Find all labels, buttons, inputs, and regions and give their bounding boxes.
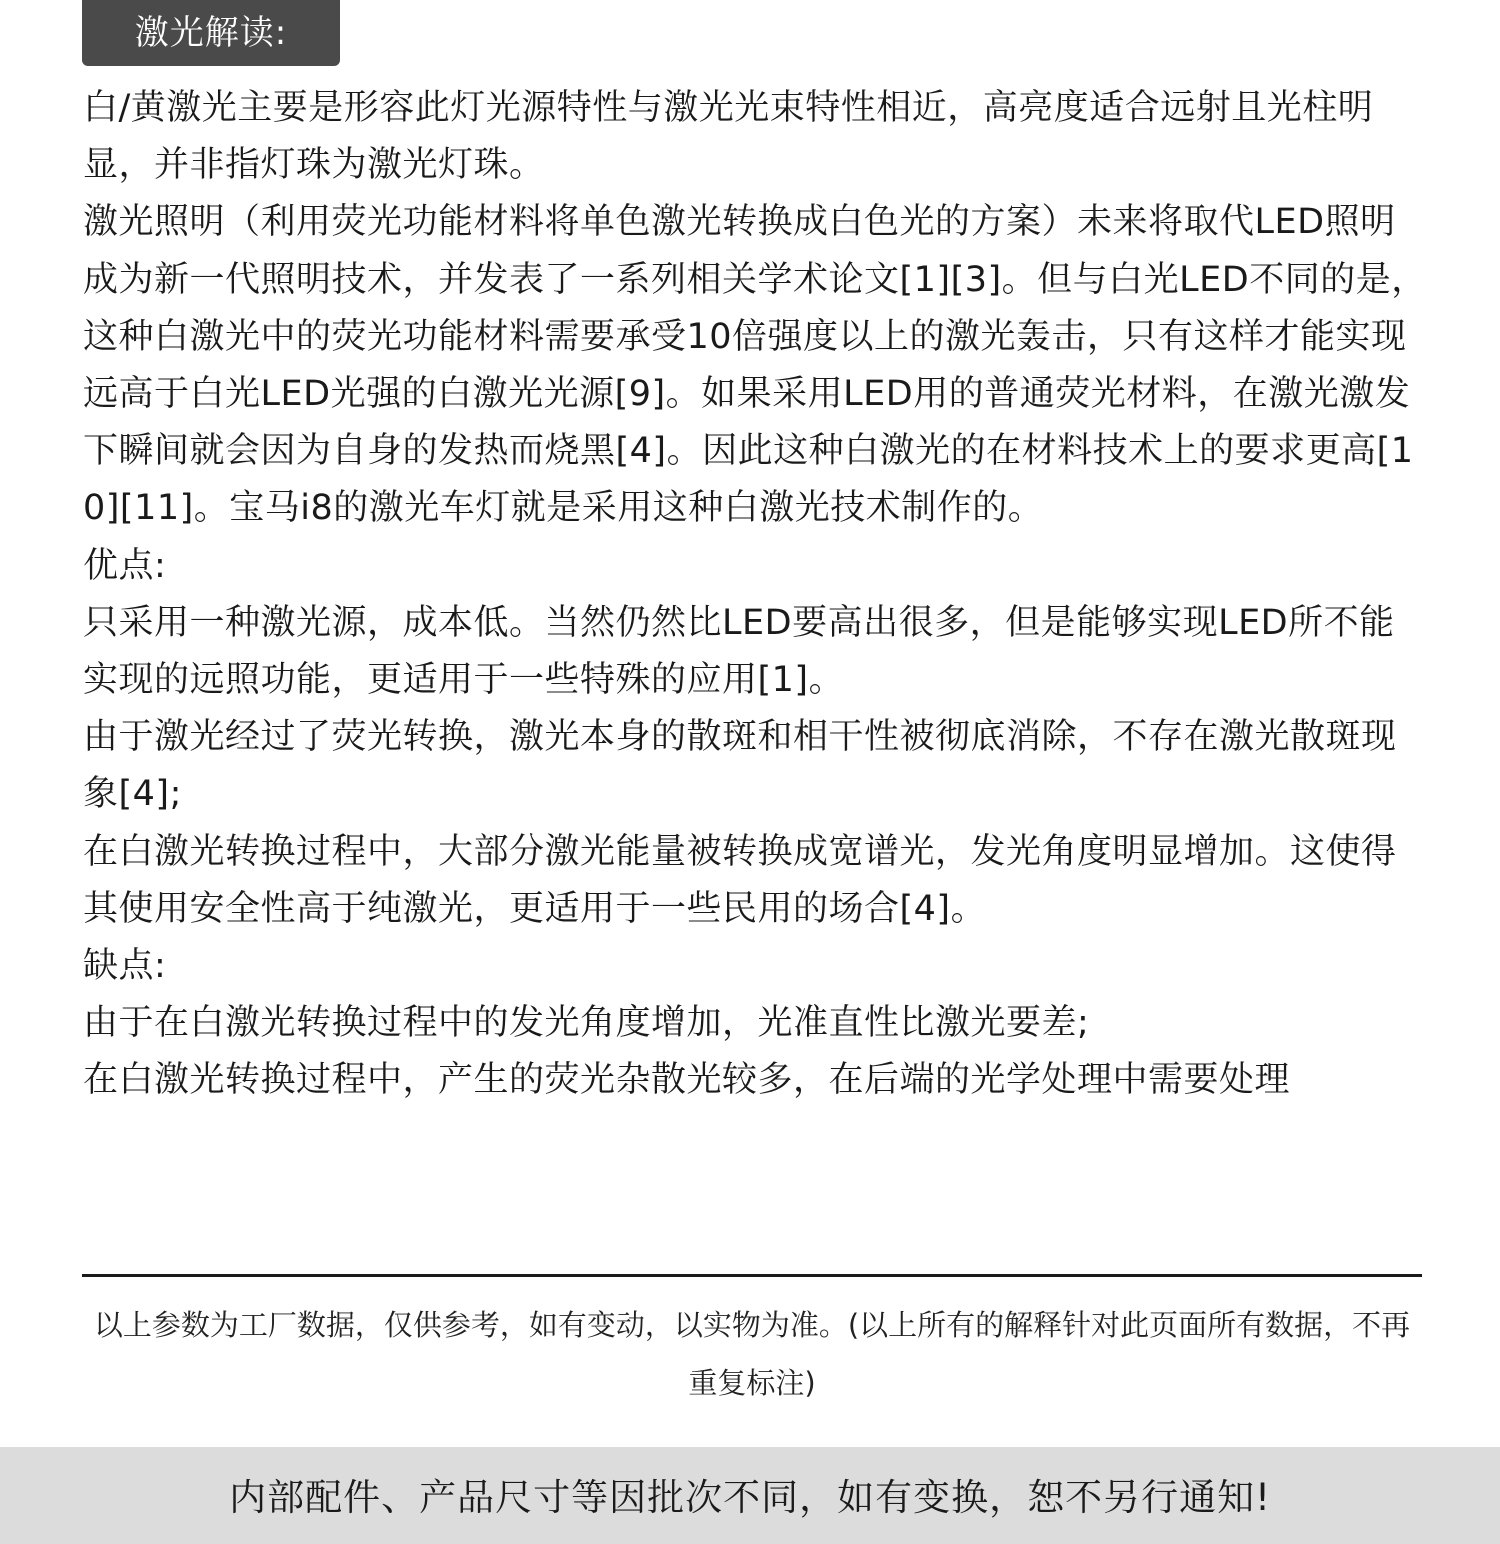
disadvantage-item: 在白激光转换过程中，产生的荧光杂散光较多，在后端的光学处理中需要处理 <box>83 1060 1291 1101</box>
disclaimer-footnote: 以上参数为工厂数据，仅供参考，如有变动，以实物为准。(以上所有的解释针对此页面所有数据，不再重复标注) <box>93 1308 1411 1400</box>
paragraph-laser-lighting: 激光照明（利用荧光功能材料将单色激光转换成白色光的方案）未来将取代LED照明成为新一代照明技术，并发表了一系列相关学术论文[1][3]。但与白光LED不同的是，这种白激光中的荧光功能材料需要承受10倍强度以上的激光轰击，只有这样才能实现远高于白光LED光强的白激光光源[9]。如果采用LED用的普通荧光材料，在激光激发下瞬间就会因为自身的发热而烧黑[4]。因此这种白激光的在材料技术上的要求更高[10][11]。宝马i8的激光车灯就是采用这种白激光技术制作的。 <box>83 202 1427 529</box>
disadvantages-heading: 缺点: <box>83 946 167 987</box>
advantages-heading: 优点: <box>83 545 167 586</box>
advantage-item: 在白激光转换过程中，大部分激光能量被转换成宽谱光，发光角度明显增加。这使得其使用安全性高于纯激光，更适用于一些民用的场合[4]。 <box>83 831 1397 929</box>
article-body <box>83 80 1428 1110</box>
disadvantage-item: 由于在白激光转换过程中的发光角度增加，光准直性比激光要差; <box>83 1003 1090 1044</box>
advantage-item: 由于激光经过了荧光转换，激光本身的散斑和相干性被彻底消除，不存在激光散斑现象[4]; <box>83 717 1397 815</box>
paragraph-intro: 白/黄激光主要是形容此灯光源特性与激光光束特性相近，高亮度适合远射且光柱明显，并非指灯珠为激光灯珠。 <box>83 88 1374 186</box>
divider-line <box>82 1274 1422 1277</box>
section-title-tab: 激光解读: <box>82 0 340 66</box>
advantage-item: 只采用一种激光源，成本低。当然仍然比LED要高出很多，但是能够实现LED所不能实现的远照功能，更适用于一些特殊的应用[1]。 <box>83 602 1395 701</box>
bottom-notice-text: 内部配件、产品尺寸等因批次不同，如有变换，恕不另行通知! <box>229 1476 1271 1519</box>
